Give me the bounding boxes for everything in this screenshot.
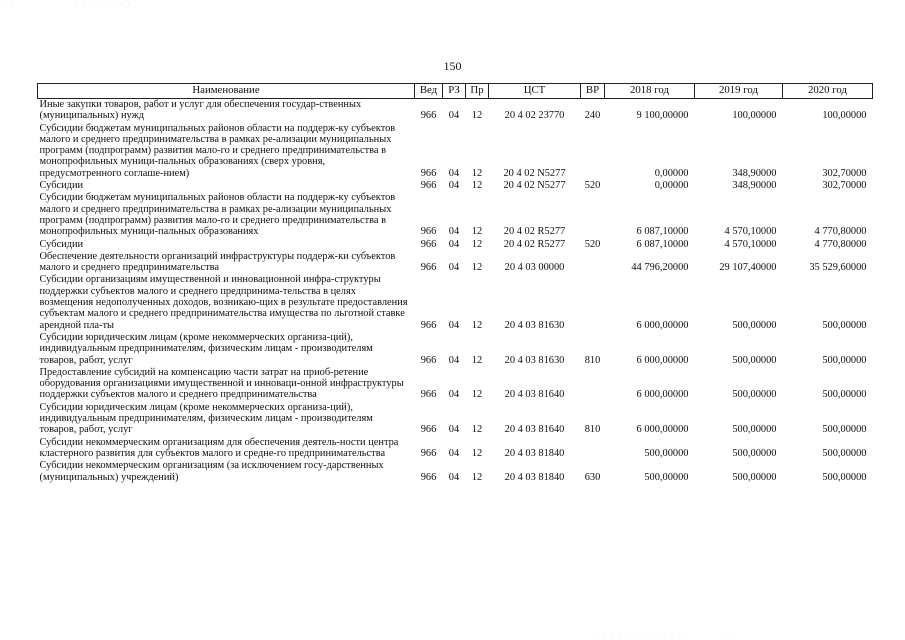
row-value-2018: 6 000,00000 <box>636 424 689 436</box>
row-pr: 12 <box>471 180 483 192</box>
table-body <box>38 99 873 484</box>
row-rz: 04 <box>448 167 460 179</box>
row-value-2018: 6 087,10000 <box>636 238 689 250</box>
row-rz: 04 <box>448 471 460 483</box>
row-value-2019: 348,90000 <box>732 167 777 179</box>
row-ved: 966 <box>420 424 437 436</box>
row-value-2018: 6 000,00000 <box>636 389 689 401</box>
row-value-2020: 500,00000 <box>822 389 867 401</box>
row-vr <box>581 367 605 402</box>
row-value-2020: 500,00000 <box>822 354 867 366</box>
row-vr <box>581 274 605 331</box>
row-cst: 20 4 03 81840 <box>504 447 565 459</box>
row-pr: 12 <box>471 354 483 366</box>
row-name: Субсидии бюджетам муниципальных районов области на поддерж-ку субъектов малого и среднего предпринимательства в рамках ре-ализации муниципальных программ (подпрограмм) развития мало-го и среднего предпринимательства в монопрофильных муници-пальных образованиях (сверх уровня, предусмотренного соглаше-нием) <box>39 122 396 179</box>
row-rz: 04 <box>448 262 460 274</box>
row-rz: 04 <box>448 110 460 122</box>
table-row <box>38 99 873 123</box>
col-header-ved: Вед <box>415 84 443 99</box>
row-value-2019: 500,00000 <box>732 319 777 331</box>
row-name: Обеспечение деятельности организаций инфраструктуры поддерж-ки субъектов малого и среднего предпринимательства <box>39 250 396 274</box>
col-header-2020: 2020 год <box>783 84 873 99</box>
row-rz: 04 <box>448 319 460 331</box>
row-value-2019: 100,00000 <box>732 110 777 122</box>
row-name: Иные закупки товаров, работ и услуг для обеспечения государ-ственных (муниципальных) нужд <box>39 99 362 122</box>
row-value-2019: 500,00000 <box>732 471 777 483</box>
table-row <box>38 332 873 367</box>
row-value-2019: 500,00000 <box>732 424 777 436</box>
col-header-pr: Пр <box>466 84 489 99</box>
row-cst: 20 4 02 R5277 <box>503 238 566 250</box>
row-ved: 966 <box>420 471 437 483</box>
row-value-2019: 4 570,10000 <box>724 238 777 250</box>
table-row <box>38 192 873 238</box>
row-value-2019: 500,00000 <box>732 447 777 459</box>
row-ved: 966 <box>420 389 437 401</box>
row-name: Субсидии юридическим лицам (кроме некоммерческих организа-ций), индивидуальным предпринимателям, физическим лицам - производителям товаров, работ, услуг <box>39 331 373 366</box>
row-value-2020: 4 770,80000 <box>814 238 867 250</box>
row-cst: 20 4 03 00000 <box>504 262 565 274</box>
row-name: Субсидии <box>39 238 84 250</box>
row-rz: 04 <box>448 424 460 436</box>
row-cst: 20 4 03 81840 <box>504 471 565 483</box>
row-rz: 04 <box>448 180 460 192</box>
budget-table-container <box>37 83 872 484</box>
table-row <box>38 460 873 484</box>
col-header-cst: ЦСТ <box>489 84 581 99</box>
row-value-2018: 9 100,00000 <box>636 110 689 122</box>
row-vr <box>581 251 605 275</box>
row-ved: 966 <box>420 110 437 122</box>
table-row <box>38 123 873 180</box>
row-value-2019: 348,90000 <box>732 180 777 192</box>
scan-artifact-bottom: · · · · · · · · · · · · · · · <box>596 632 737 638</box>
row-vr <box>581 437 605 461</box>
row-name: Субсидии некоммерческим организациям (за исключением госу-дарственных (муниципальных) учреждений) <box>39 460 384 483</box>
row-cst: 20 4 02 23770 <box>504 110 565 122</box>
row-rz: 04 <box>448 226 460 238</box>
row-value-2018: 0,00000 <box>654 167 689 179</box>
row-rz: 04 <box>448 238 460 250</box>
row-value-2020: 500,00000 <box>822 471 867 483</box>
col-header-2018: 2018 год <box>605 84 695 99</box>
row-value-2019: 500,00000 <box>732 354 777 366</box>
row-value-2020: 500,00000 <box>822 319 867 331</box>
row-ved: 966 <box>420 262 437 274</box>
table-row <box>38 274 873 331</box>
table-row <box>38 251 873 275</box>
scan-artifact: · · · · · · · · · · <box>4 2 132 8</box>
col-header-name: Наименование <box>38 84 415 99</box>
table-row <box>38 402 873 437</box>
row-ved: 966 <box>420 447 437 459</box>
row-pr: 12 <box>471 167 483 179</box>
row-value-2020: 500,00000 <box>822 447 867 459</box>
row-vr: 810 <box>584 424 601 436</box>
row-pr: 12 <box>471 262 483 274</box>
row-value-2020: 302,70000 <box>822 180 867 192</box>
row-vr <box>581 123 605 180</box>
row-pr: 12 <box>471 447 483 459</box>
row-ved: 966 <box>420 319 437 331</box>
row-cst: 20 4 02 R5277 <box>503 226 566 238</box>
row-cst: 20 4 03 81630 <box>504 354 565 366</box>
row-name: Субсидии <box>39 180 84 192</box>
row-vr: 520 <box>584 238 601 250</box>
row-value-2019: 500,00000 <box>732 389 777 401</box>
row-vr: 240 <box>584 110 601 122</box>
page-number: 150 <box>443 59 462 73</box>
row-ved: 966 <box>420 226 437 238</box>
row-value-2020: 302,70000 <box>822 167 867 179</box>
table-row <box>38 180 873 192</box>
row-value-2020: 100,00000 <box>822 110 867 122</box>
row-name: Субсидии бюджетам муниципальных районов области на поддерж-ку субъектов малого и среднего предпринимательства в рамках ре-ализации муниципальных программ (подпрограмм) развития мало-го и среднего предпринимательства в монопрофильных муници-пальных образованиях <box>39 192 396 238</box>
row-vr: 520 <box>584 180 601 192</box>
row-vr: 630 <box>584 471 601 483</box>
col-header-vr: ВР <box>581 84 605 99</box>
row-ved: 966 <box>420 354 437 366</box>
row-cst: 20 4 02 N5277 <box>503 180 566 192</box>
col-header-rz: РЗ <box>443 84 466 99</box>
row-value-2018: 44 796,20000 <box>631 262 689 274</box>
table-header-row <box>38 84 873 99</box>
row-pr: 12 <box>471 389 483 401</box>
row-rz: 04 <box>448 389 460 401</box>
row-cst: 20 4 02 N5277 <box>503 167 566 179</box>
row-pr: 12 <box>471 424 483 436</box>
row-pr: 12 <box>471 226 483 238</box>
row-name: Субсидии некоммерческим организациям для обеспечения деятель-ности центра кластерного развития для субъектов малого и средне-го предпринимательства <box>39 436 399 459</box>
row-value-2018: 500,00000 <box>644 471 689 483</box>
row-value-2020: 35 529,60000 <box>809 262 867 274</box>
row-ved: 966 <box>420 167 437 179</box>
col-header-2019: 2019 год <box>695 84 783 99</box>
row-value-2020: 500,00000 <box>822 424 867 436</box>
row-name: Субсидии юридическим лицам (кроме некоммерческих организа-ций), индивидуальным предпринимателям, физическим лицам - производителям товаров, работ, услуг <box>39 401 373 436</box>
row-value-2019: 29 107,40000 <box>719 262 777 274</box>
row-value-2018: 6 000,00000 <box>636 354 689 366</box>
row-value-2018: 0,00000 <box>654 180 689 192</box>
row-value-2018: 500,00000 <box>644 447 689 459</box>
row-value-2019: 4 570,10000 <box>724 226 777 238</box>
row-value-2018: 6 000,00000 <box>636 319 689 331</box>
row-pr: 12 <box>471 110 483 122</box>
row-value-2020: 4 770,80000 <box>814 226 867 238</box>
table-row <box>38 367 873 402</box>
table-row <box>38 437 873 461</box>
row-vr <box>581 192 605 238</box>
row-name: Предоставление субсидий на компенсацию части затрат на приоб-ретение оборудования организациями имущественной и инноваци-онной инфраструктуры поддержки субъектов малого и среднего предпринимательства <box>39 366 404 401</box>
row-rz: 04 <box>448 354 460 366</box>
table-row <box>38 239 873 251</box>
budget-table <box>37 83 873 484</box>
row-value-2018: 6 087,10000 <box>636 226 689 238</box>
row-pr: 12 <box>471 471 483 483</box>
row-cst: 20 4 03 81640 <box>504 424 565 436</box>
row-pr: 12 <box>471 238 483 250</box>
row-cst: 20 4 03 81630 <box>504 319 565 331</box>
row-cst: 20 4 03 81640 <box>504 389 565 401</box>
row-ved: 966 <box>420 238 437 250</box>
row-ved: 966 <box>420 180 437 192</box>
row-rz: 04 <box>448 447 460 459</box>
row-vr: 810 <box>584 354 601 366</box>
row-pr: 12 <box>471 319 483 331</box>
row-name: Субсидии организациям имущественной и инновационной инфра-структуры поддержки субъектов малого и среднего предпринима-тельства в целях возмещения недополученных доходов, возникаю-щих в результате предоставления субъектам малого и среднего предпринимательства имущества по льготной ставке арендной пла-ты <box>39 274 408 331</box>
